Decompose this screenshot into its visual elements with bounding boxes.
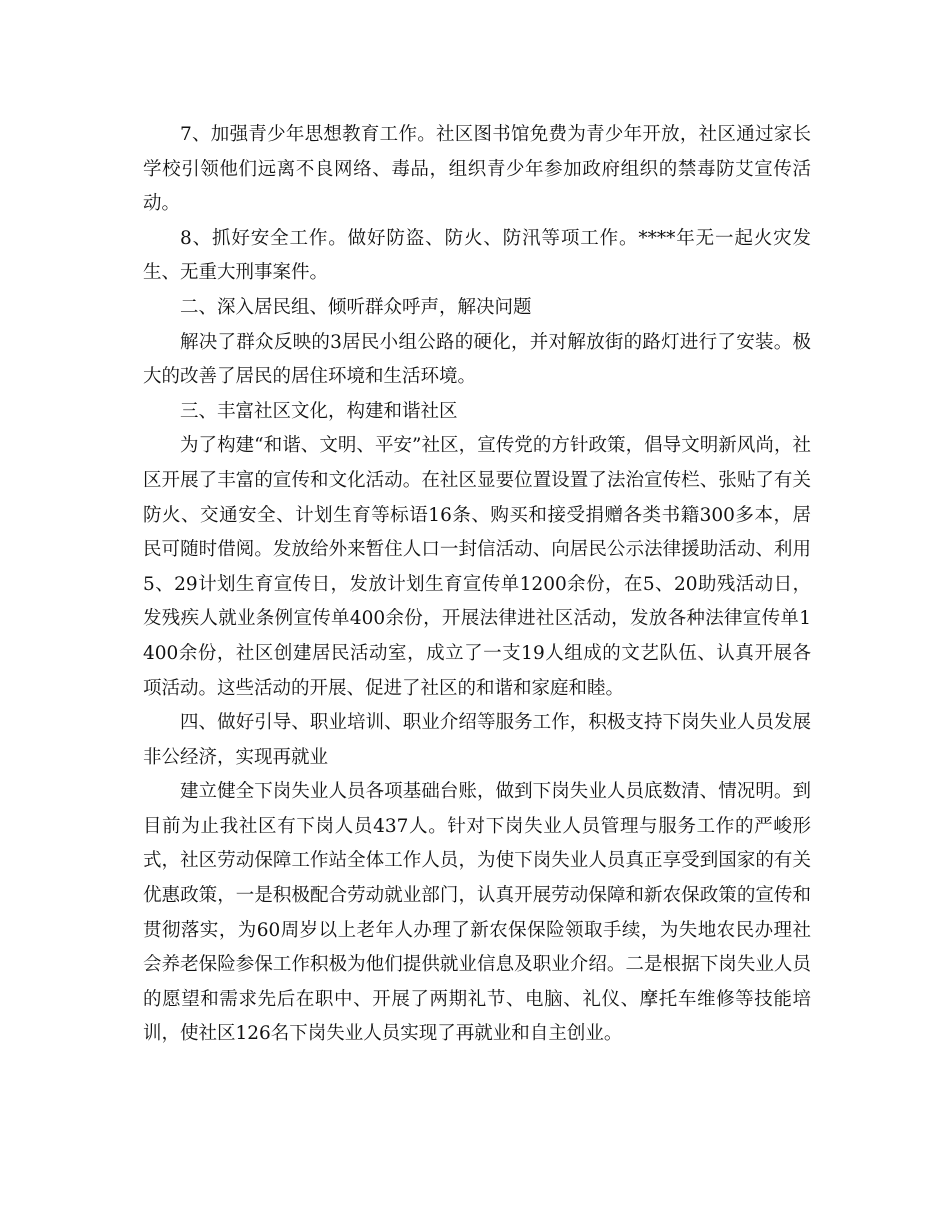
section-heading-four: 四、做好引导、职业培训、职业介绍等服务工作，积极支持下岗失业人员发展非公经济，实现再就业 <box>143 712 811 768</box>
paragraph-community-culture: 为了构建“和谐、文明、平安”社区，宣传党的方针政策，倡导文明新风尚，社区开展了丰富的宣传和文化活动。在社区显要位置设置了法治宣传栏、张贴了有关防火、交通安全、计划生育等标语16条、购买和接受捐赠各类书籍300多本，居民可随时借阅。发放给外来暂住人口一封信活动、向居民公示法律援助活动、利用5、29计划生育宣传日，发放计划生育宣传单1200余份，在5、20助残活动日，发残疾人就业条例宣传单400余份，开展法律进社区活动，发放各种法律宣传单1400余份，社区创建居民活动室，成立了一支19人组成的文艺队伍、认真开展各项活动。这些活动的开展、促进了社区的和谐和家庭和睦。 <box>143 435 811 699</box>
paragraph-safety-work: 8、抓好安全工作。做好防盗、防火、防汛等项工作。****年无一起火灾发生、无重大刑事案件。 <box>143 227 811 284</box>
paragraph-road-hardening: 解决了群众反映的3居民小组公路的硬化，并对解放街的路灯进行了安装。极大的改善了居民的居住环境和生活环境。 <box>143 331 811 388</box>
paragraph-youth-education: 7、加强青少年思想教育工作。社区图书馆免费为青少年开放，社区通过家长学校引领他们远离不良网络、毒品，组织青少年参加政府组织的禁毒防艾宣传活动。 <box>143 124 811 215</box>
section-heading-two: 二、深入居民组、倾听群众呼声，解决问题 <box>180 296 532 318</box>
paragraph-reemployment: 建立健全下岗失业人员各项基础台账，做到下岗失业人员底数清、情况明。到目前为止我社区有下岗人员437人。针对下岗失业人员管理与服务工作的严峻形式，社区劳动保障工作站全体工作人员，为使下岗失业人员真正享受到国家的有关优惠政策，一是积极配合劳动就业部门，认真开展劳动保障和新农保政策的宣传和贯彻落实，为60周岁以上老年人办理了新农保保险领取手续，为失地农民办理社会养老保险参保工作积极为他们提供就业信息及职业介绍。二是根据下岗失业人员的愿望和需求先后在职中、开展了两期礼节、电脑、礼仪、摩托车维修等技能培训，使社区126名下岗失业人员实现了再就业和自主创业。 <box>143 781 811 1045</box>
section-heading-three: 三、丰富社区文化，构建和谐社区 <box>180 400 458 422</box>
document-body <box>143 118 811 1052</box>
